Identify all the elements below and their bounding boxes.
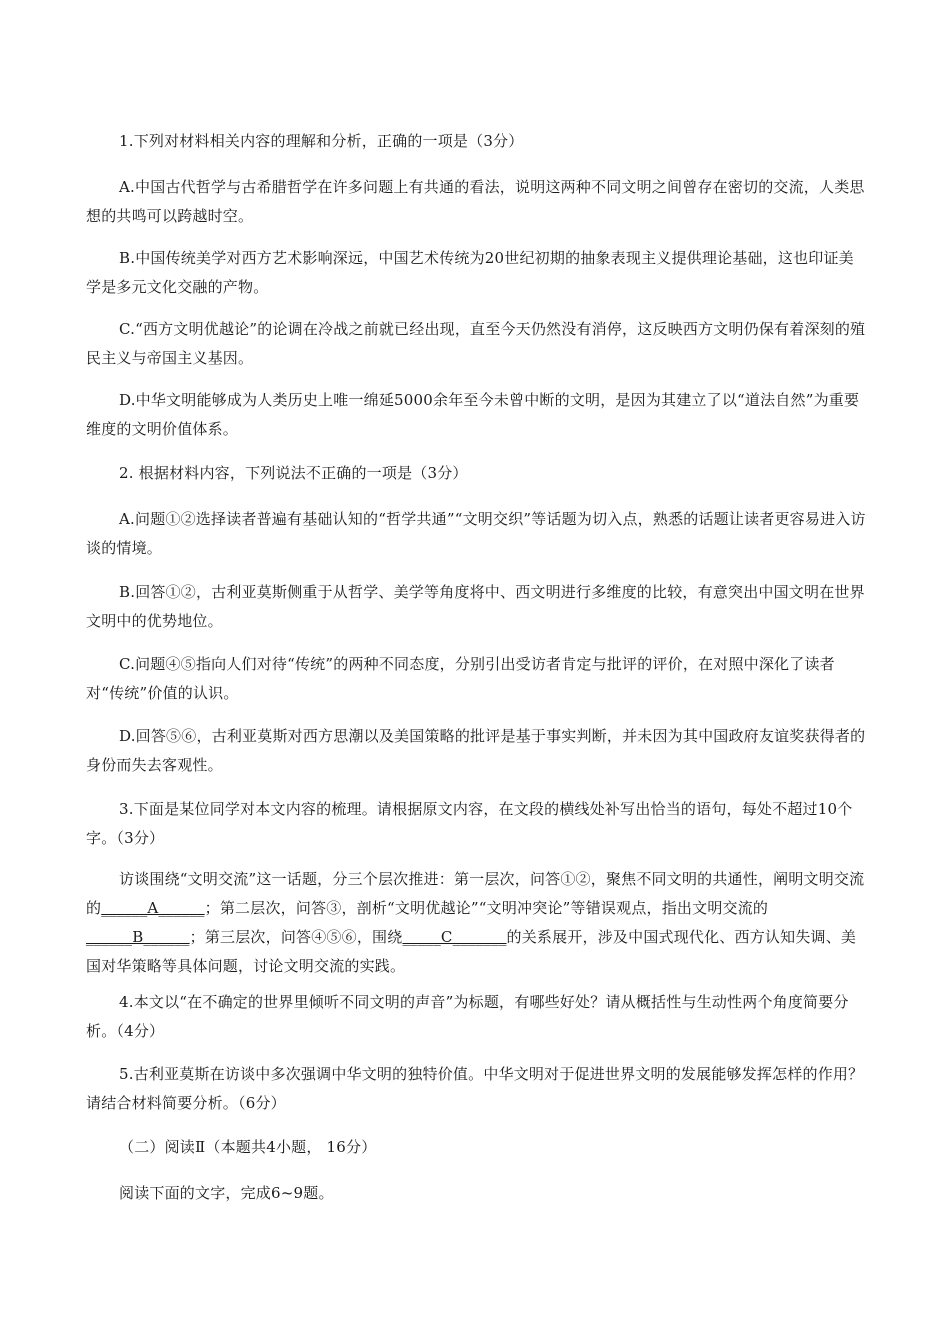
q5-stem: 5.古利亚莫斯在访谈中多次强调中华文明的独特价值。中华文明对于促进世界文明的发展能够发挥怎样的作用？请结合材料简要分析。（6分） [86, 1065, 864, 1112]
q3-summary-paragraph [86, 865, 866, 981]
q2-option-d: D.回答⑤⑥，古利亚莫斯对西方思潮以及美国策略的批评是基于事实判断，并未因为其中国政府友谊奖获得者的身份而失去客观性。 [86, 727, 866, 774]
q1-stem: 1.下列对材料相关内容的理解和分析，正确的一项是（3分） [119, 132, 524, 150]
q3-text-4: 的关系展开，涉及中国式现代化、西方认知失调、美国对华策略等具体问题，讨论文明交流的实践。 [86, 928, 857, 975]
q1-option-c: C.“西方文明优越论”的论调在冷战之前就已经出现，直至今天仍然没有消停，这反映西方文明仍保有着深刻的殖民主义与帝国主义基因。 [86, 320, 866, 367]
section2-heading: （二）阅读Ⅱ（本题共4小题， 16分） [119, 1138, 377, 1156]
q3-blank-a[interactable]: ______A______ [101, 899, 205, 917]
section2-instruction: 阅读下面的文字，完成6~9题。 [119, 1184, 334, 1202]
q2-option-b: B.回答①②，古利亚莫斯侧重于从哲学、美学等角度将中、西文明进行多维度的比较，有意突出中国文明在世界文明中的优势地位。 [86, 583, 865, 630]
q1-option-d: D.中华文明能够成为人类历史上唯一绵延5000余年至今未曾中断的文明，是因为其建立了以“道法自然”为重要维度的文明价值体系。 [86, 391, 860, 438]
q3-blank-c[interactable]: _____C_______ [402, 928, 507, 946]
q2-option-c: C.问题④⑤指向人们对待“传统”的两种不同态度，分别引出受访者肯定与批评的评价，在对照中深化了读者对“传统”价值的认识。 [86, 655, 835, 702]
q2-stem: 2. 根据材料内容，下列说法不正确的一项是（3分） [119, 464, 468, 482]
q2-option-a: A.问题①②选择读者普遍有基础认知的“哲学共通”“文明交织”等话题为切入点，熟悉的话题让读者更容易进入访谈的情境。 [86, 510, 866, 557]
q1-option-b: B.中国传统美学对西方艺术影响深远，中国艺术传统为20世纪初期的抽象表现主义提供理论基础，这也印证美学是多元文化交融的产物。 [86, 249, 854, 296]
q3-text-2: ；第二层次，问答③，剖析“文明优越论”“文明冲突论”等错误观点，指出文明交流的 [204, 899, 769, 917]
q3-stem: 3.下面是某位同学对本文内容的梳理。请根据原文内容，在文段的横线处补写出恰当的语句，每处不超过10个字。（3分） [86, 800, 853, 847]
q4-stem: 4.本文以“在不确定的世界里倾听不同文明的声音”为标题，有哪些好处？请从概括性与生动性两个角度简要分析。（4分） [86, 993, 849, 1040]
q1-option-a: A.中国古代哲学与古希腊哲学在许多问题上有共通的看法，说明这两种不同文明之间曾存在密切的交流，人类思想的共鸣可以跨越时空。 [86, 178, 865, 225]
q3-blank-b[interactable]: ______B______ [86, 928, 190, 946]
q3-text-1: 访谈围绕“文明交流”这一话题，分三个层次推进：第一层次，问答①②，聚焦不同文明的共通性，阐明文明交流的 [86, 870, 865, 917]
q3-text-3: ；第三层次，问答④⑤⑥，围绕 [189, 928, 403, 946]
